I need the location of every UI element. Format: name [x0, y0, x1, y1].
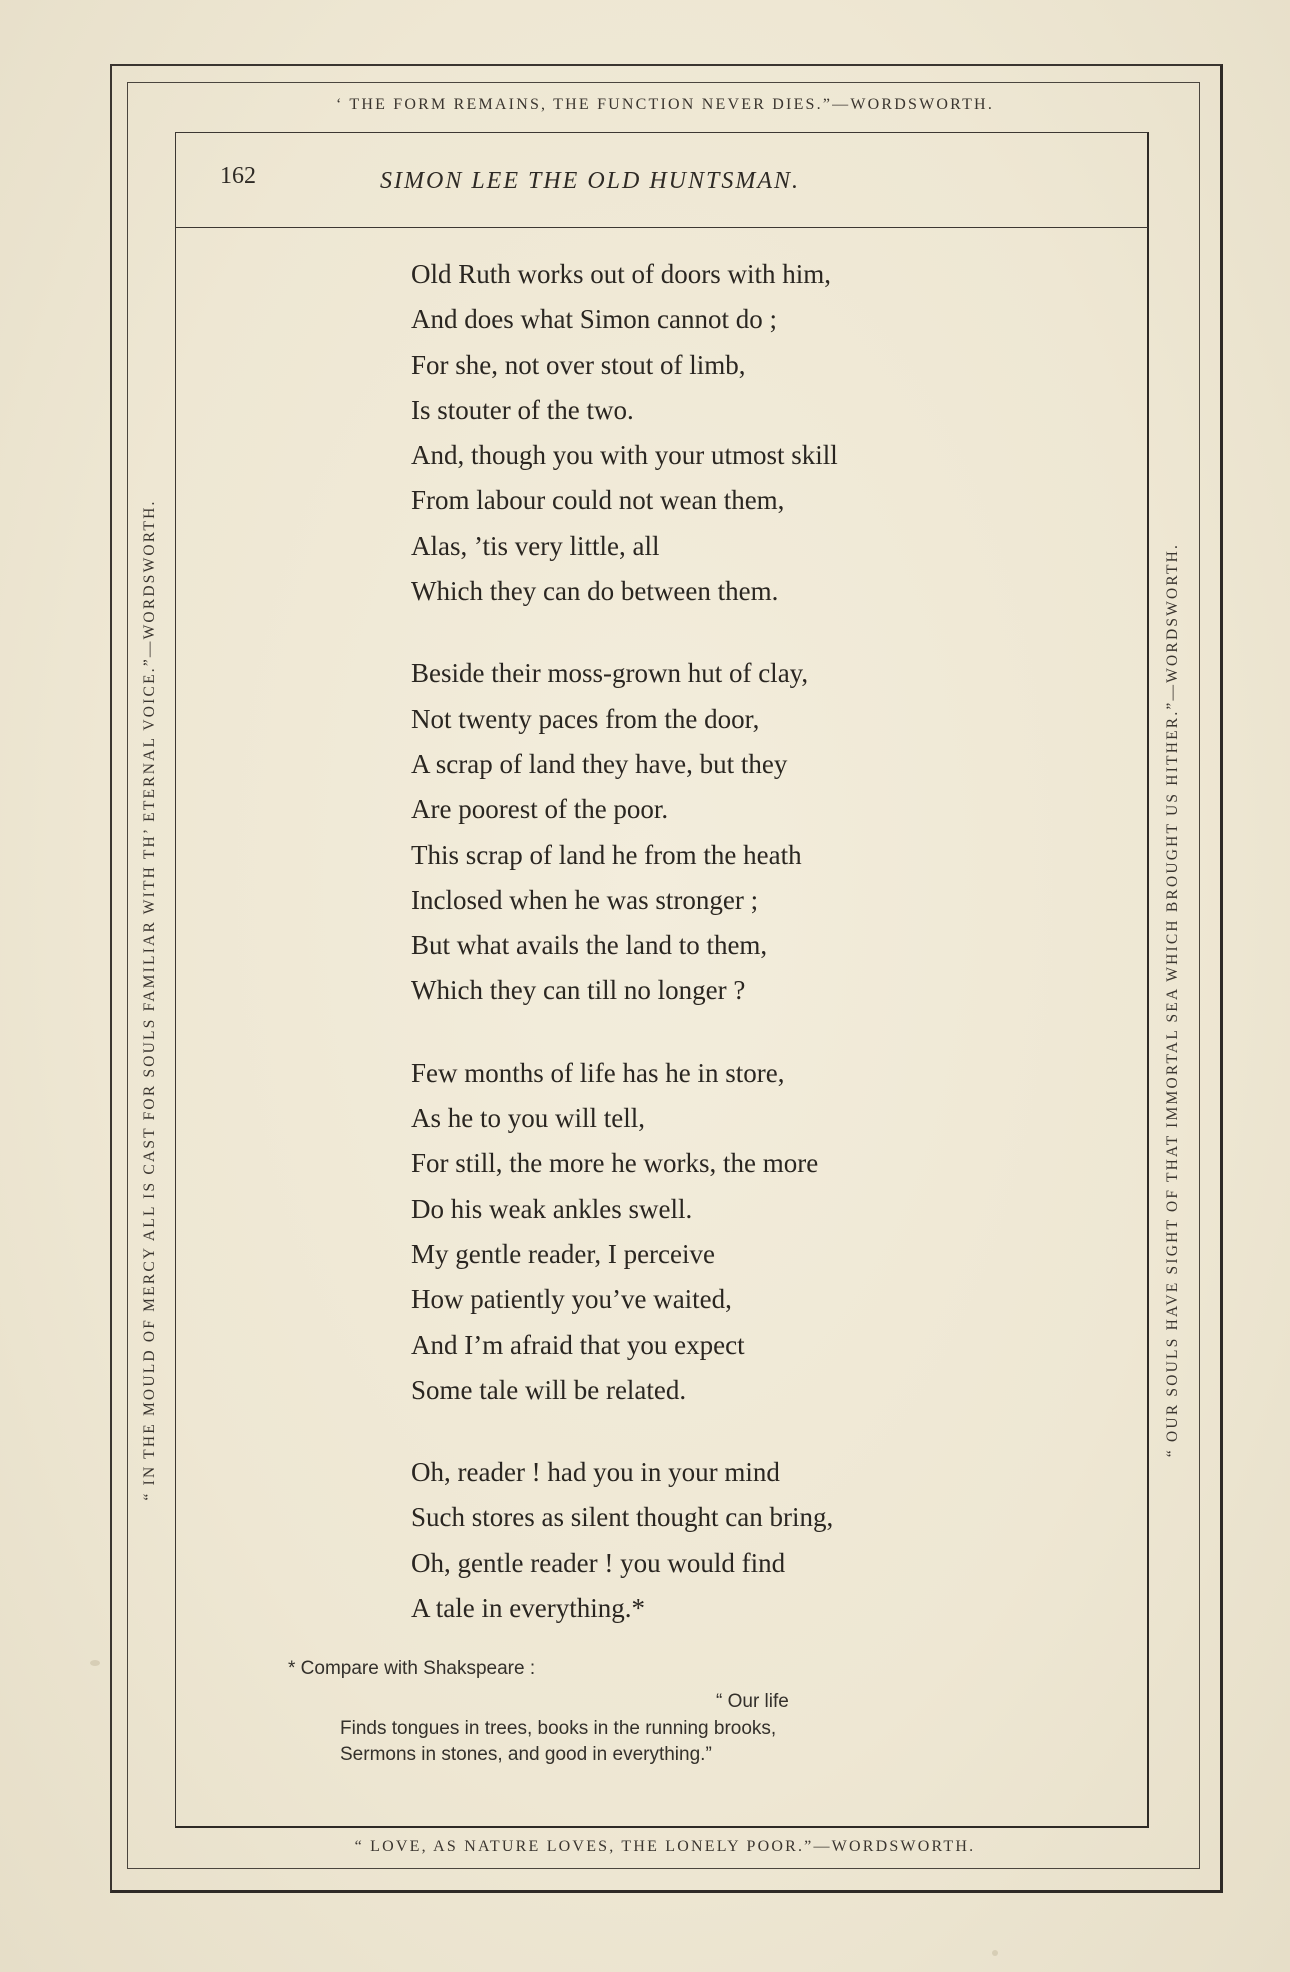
poem-line: This scrap of land he from the heath	[411, 839, 802, 870]
stanza	[411, 1450, 1111, 1631]
poem-line: A scrap of land they have, but they	[411, 748, 788, 779]
poem-line: And does what Simon cannot do ;	[411, 304, 777, 335]
poem-line: Inclosed when he was stronger ;	[411, 884, 759, 915]
footnote-quote-line: Sermons in stones, and good in everything.”	[340, 1744, 712, 1765]
poem-line: How patiently you’ve waited,	[411, 1284, 732, 1315]
page-number: 162	[220, 163, 256, 189]
stanza	[411, 252, 1111, 614]
poem-line: But what avails the land to them,	[411, 930, 768, 961]
poem-line: Are poorest of the poor.	[411, 794, 669, 825]
poem-line: A tale in everything.*	[411, 1593, 645, 1624]
poem-line: Is stouter of the two.	[411, 394, 634, 425]
poem-line: As he to you will tell,	[411, 1103, 645, 1134]
motto-left: “ IN THE MOULD OF MERCY ALL IS CAST FOR SOULS FAMILIAR WITH TH’ ETERNAL VOICE.”—WORDSWORTH.	[141, 499, 158, 1501]
stanza	[411, 651, 1111, 1013]
footnote-intro: * Compare with Shakspeare :	[288, 1658, 536, 1679]
poem-line: And I’m afraid that you expect	[411, 1329, 745, 1360]
motto-top: ‘ THE FORM REMAINS, THE FUNCTION NEVER DIES.”—WORDSWORTH.	[335, 96, 995, 113]
header-divider	[175, 227, 1148, 228]
poem-line: For still, the more he works, the more	[411, 1148, 819, 1179]
motto-bottom: “ LOVE, AS NATURE LOVES, THE LONELY POOR.”—WORDSWORTH.	[354, 1838, 976, 1855]
footnote-quote-line: “ Our life	[716, 1691, 789, 1712]
poem-line: Oh, reader ! had you in your mind	[411, 1457, 780, 1488]
poem-line: Not twenty paces from the door,	[411, 703, 760, 734]
poem-line: Old Ruth works out of doors with him,	[411, 259, 832, 289]
poem-line: Which they can do between them.	[411, 576, 779, 607]
stanza	[411, 1051, 1111, 1413]
poem-line: Some tale will be related.	[411, 1374, 687, 1405]
paper-speck	[90, 1660, 100, 1666]
poem-line: Oh, gentle reader ! you would find	[411, 1547, 786, 1578]
footnote-quote-line: Finds tongues in trees, books in the running brooks,	[340, 1718, 777, 1739]
poem-line: Few months of life has he in store,	[411, 1057, 785, 1088]
poem-line: And, though you with your utmost skill	[411, 440, 838, 471]
poem-line: Alas, ’tis very little, all	[411, 530, 660, 561]
poem-line: Do his weak ankles swell.	[411, 1193, 693, 1224]
poem-body	[411, 252, 1111, 1668]
poem-line: Beside their moss-grown hut of clay,	[411, 658, 809, 689]
poem-line: Which they can till no longer ?	[411, 975, 746, 1006]
poem-line: Such stores as silent thought can bring,	[411, 1502, 834, 1533]
page-title: SIMON LEE THE OLD HUNTSMAN.	[380, 168, 801, 194]
poem-line: My gentle reader, I perceive	[411, 1238, 716, 1269]
poem-line: For she, not over stout of limb,	[411, 349, 746, 380]
motto-right: “ OUR SOULS HAVE SIGHT OF THAT IMMORTAL SEA WHICH BROUGHT US HITHER.”—WORDSWORTH.	[1164, 542, 1181, 1458]
poem-line: From labour could not wean them,	[411, 485, 785, 516]
paper-speck	[992, 1950, 998, 1956]
